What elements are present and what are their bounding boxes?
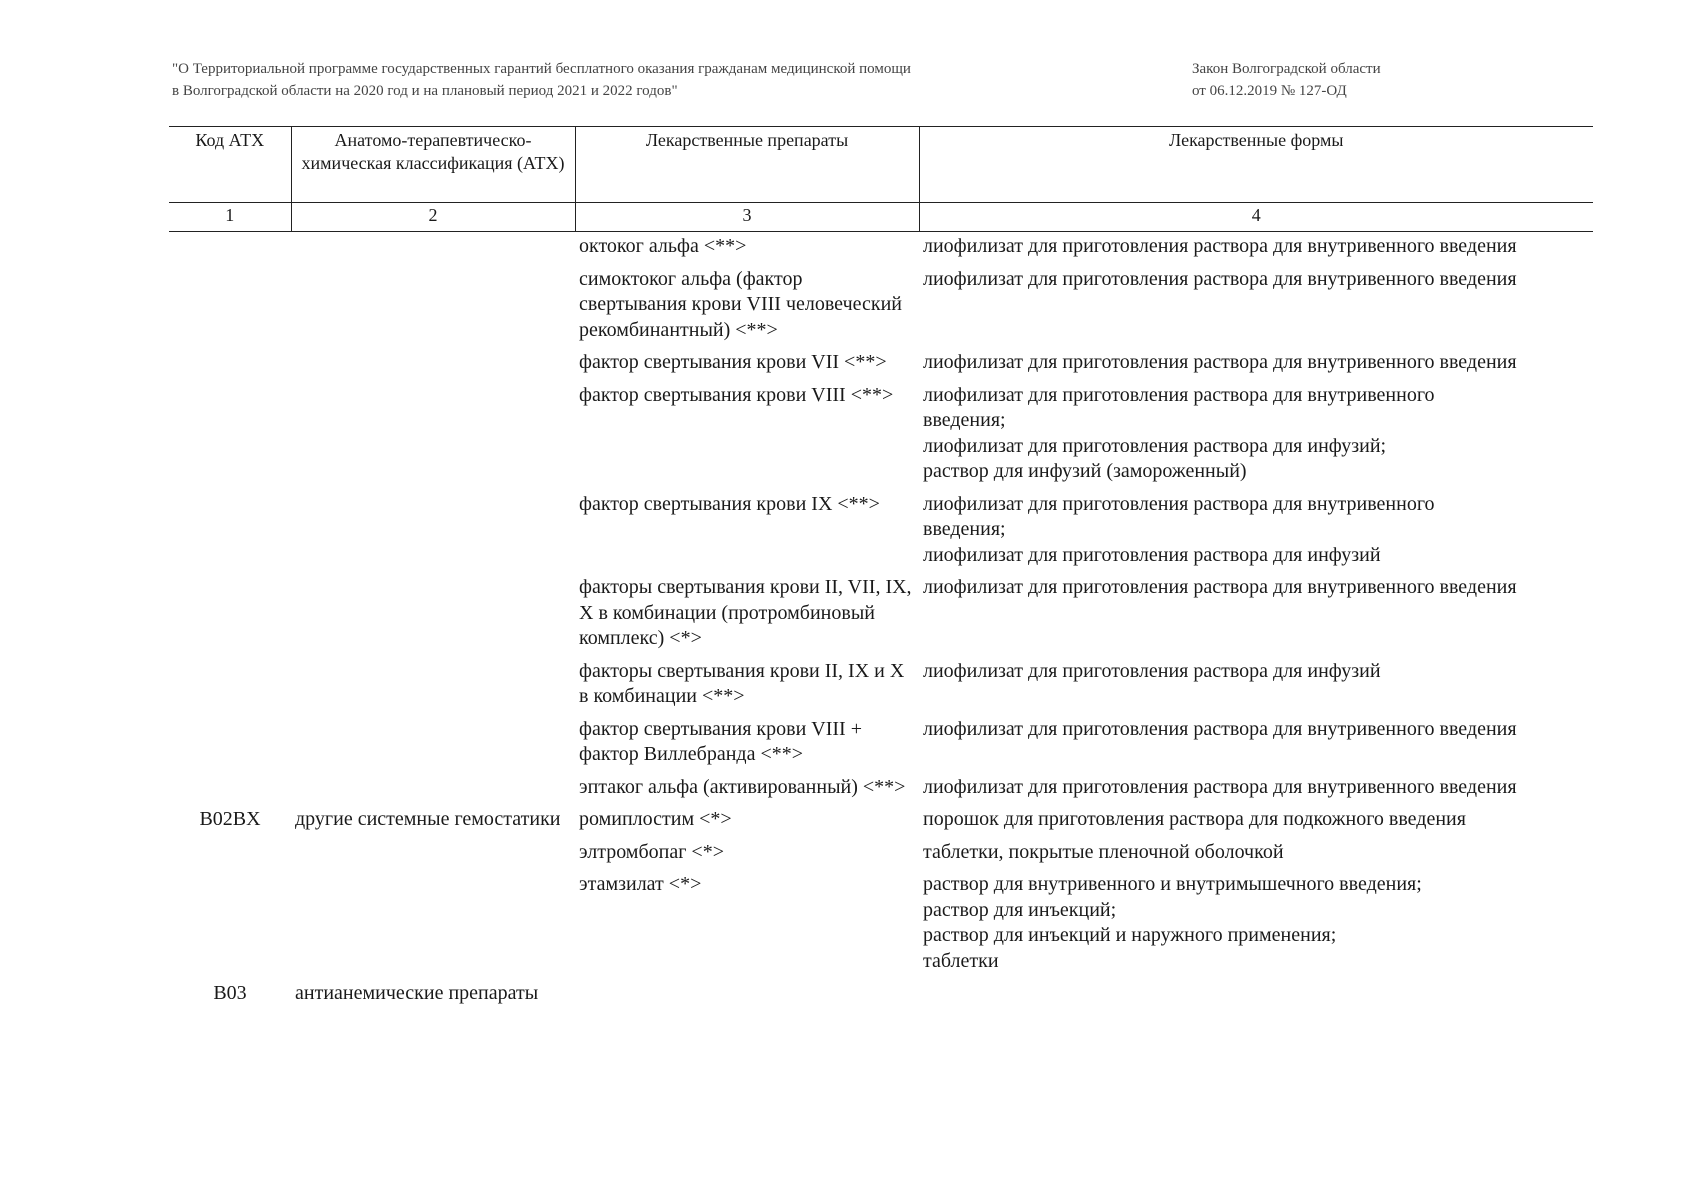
atc-classification-cell: [291, 838, 575, 871]
atc-code-cell: [169, 232, 291, 265]
table-header-row: [169, 127, 1593, 203]
table-row: [169, 232, 1593, 265]
atc-classification-cell: [291, 265, 575, 349]
table-row: [169, 490, 1593, 574]
drug-name-cell: факторы свертывания крови II, IX и X в комбинации <**>: [579, 659, 905, 707]
dosage-form-line: таблетки, покрытые пленочной оболочкой: [923, 840, 1284, 863]
atc-classification-cell: антианемические препараты: [295, 982, 539, 1004]
table-body: [169, 232, 1593, 1012]
dosage-form-line: раствор для инъекций;: [923, 898, 1117, 921]
drug-name-cell: фактор свертывания крови VIII <**>: [579, 383, 894, 406]
drug-name-cell: фактор свертывания крови VII <**>: [579, 351, 887, 373]
atc-code-cell: [169, 573, 291, 657]
table-row: [169, 715, 1593, 773]
atc-classification-cell: [291, 773, 575, 806]
atc-code-cell: [169, 838, 291, 871]
atc-classification-cell: [291, 657, 575, 715]
drug-name-cell: эптаког альфа (активированный) <**>: [579, 775, 906, 798]
table-row: [169, 265, 1593, 349]
column-header-atc-classification: Анатомо-терапевтическо-химическая классификация (АТХ): [291, 127, 575, 203]
dosage-forms-cell: [919, 490, 1593, 574]
atc-classification-cell: [291, 348, 575, 381]
header-title-line-1: "О Территориальной программе государственных гарантий бесплатного оказания гражданам медицинской помощи: [172, 61, 911, 77]
dosage-forms-cell: [919, 573, 1593, 657]
dosage-forms-cell: [919, 657, 1593, 715]
atc-classification-cell: [291, 715, 575, 773]
column-number: 2: [291, 203, 575, 232]
dosage-form-line: лиофилизат для приготовления раствора для инфузий: [923, 543, 1381, 566]
table-row: [169, 657, 1593, 715]
dosage-form-line: раствор для инъекций и наружного применения;: [923, 924, 1337, 946]
dosage-form-line: раствор для инфузий (замороженный): [923, 460, 1247, 482]
atc-code-cell: [169, 381, 291, 490]
dosage-form-line: лиофилизат для приготовления раствора для внутривенного введения: [923, 351, 1517, 373]
table-column-numbers-row: [169, 203, 1593, 232]
dosage-forms-cell: [919, 232, 1593, 265]
drug-name-cell: фактор свертывания крови IX <**>: [579, 492, 880, 515]
table-row: [169, 381, 1593, 490]
dosage-forms-cell: [919, 265, 1593, 349]
atc-code-cell: [169, 870, 291, 979]
dosage-form-line: введения;: [923, 518, 1006, 540]
drug-name-cell: фактор свертывания крови VIII + фактор Виллебранда <**>: [579, 717, 862, 765]
column-header-dosage-forms: Лекарственные формы: [919, 127, 1593, 203]
atc-code-cell: [169, 265, 291, 349]
drug-name-cell: [575, 979, 919, 1012]
dosage-forms-cell: [919, 805, 1593, 838]
dosage-form-line: введения;: [923, 409, 1006, 431]
drug-table: [169, 126, 1593, 1012]
atc-code-cell: [169, 657, 291, 715]
dosage-form-line: лиофилизат для приготовления раствора для инфузий: [923, 659, 1381, 682]
header-law-line-2: от 06.12.2019 № 127-ОД: [1192, 83, 1347, 99]
atc-code-cell: B03: [213, 982, 247, 1004]
drug-name-cell: ромиплостим <*>: [579, 808, 732, 830]
drug-name-cell: симоктоког альфа (фактор свертывания крови VIII человеческий рекомбинантный) <**>: [579, 267, 902, 341]
dosage-forms-cell: [919, 348, 1593, 381]
table-row: [169, 870, 1593, 979]
table-row: [169, 773, 1593, 806]
dosage-form-line: лиофилизат для приготовления раствора для внутривенного введения: [923, 235, 1517, 257]
atc-classification-cell: [291, 381, 575, 490]
atc-classification-cell: [291, 490, 575, 574]
dosage-form-line: лиофилизат для приготовления раствора для внутривенного введения: [923, 717, 1517, 740]
dosage-form-line: раствор для внутривенного и внутримышечного введения;: [923, 873, 1422, 895]
header-law-line-1: Закон Волгоградской области: [1192, 61, 1381, 77]
dosage-form-line: лиофилизат для приготовления раствора для внутривенного введения: [923, 775, 1517, 798]
drug-name-cell: этамзилат <*>: [579, 873, 702, 895]
atc-classification-cell: [291, 573, 575, 657]
dosage-forms-cell: [919, 715, 1593, 773]
atc-code-cell: [169, 715, 291, 773]
document-header-law: [1192, 58, 1512, 102]
dosage-form-line: лиофилизат для приготовления раствора для внутривенного введения: [923, 576, 1517, 598]
table-row: [169, 348, 1593, 381]
dosage-forms-cell: [919, 870, 1593, 979]
atc-classification-cell: другие системные гемостатики: [295, 808, 561, 830]
dosage-form-line: лиофилизат для приготовления раствора для внутривенного введения: [923, 267, 1517, 290]
header-title-line-2: в Волгоградской области на 2020 год и на плановый период 2021 и 2022 годов": [172, 83, 678, 99]
atc-code-cell: [169, 348, 291, 381]
column-number: 1: [169, 203, 291, 232]
column-header-atc-code: Код АТХ: [169, 127, 291, 203]
column-number: 3: [575, 203, 919, 232]
atc-code-cell: [169, 490, 291, 574]
dosage-forms-cell: [919, 838, 1593, 871]
dosage-form-line: таблетки: [923, 949, 999, 972]
column-number: 4: [919, 203, 1593, 232]
document-header-title: [172, 58, 1012, 102]
drug-name-cell: октоког альфа <**>: [579, 235, 747, 257]
table-row: [169, 805, 1593, 838]
table-row: [169, 573, 1593, 657]
dosage-forms-cell: [919, 381, 1593, 490]
column-header-drugs: Лекарственные препараты: [575, 127, 919, 203]
table-row: [169, 979, 1593, 1012]
drug-name-cell: элтромбопаг <*>: [579, 840, 724, 863]
dosage-forms-cell: [919, 979, 1593, 1012]
atc-classification-cell: [291, 870, 575, 979]
dosage-form-line: лиофилизат для приготовления раствора для внутривенного: [923, 383, 1435, 406]
atc-classification-cell: [291, 232, 575, 265]
drug-name-cell: факторы свертывания крови II, VII, IX, X в комбинации (протромбиновый комплекс) <*>: [579, 576, 912, 649]
atc-code-cell: B02BX: [199, 808, 261, 830]
dosage-forms-cell: [919, 773, 1593, 806]
table-row: [169, 838, 1593, 871]
dosage-form-line: лиофилизат для приготовления раствора для инфузий;: [923, 434, 1387, 457]
dosage-form-line: порошок для приготовления раствора для подкожного введения: [923, 808, 1466, 830]
dosage-form-line: лиофилизат для приготовления раствора для внутривенного: [923, 492, 1435, 515]
atc-code-cell: [169, 773, 291, 806]
